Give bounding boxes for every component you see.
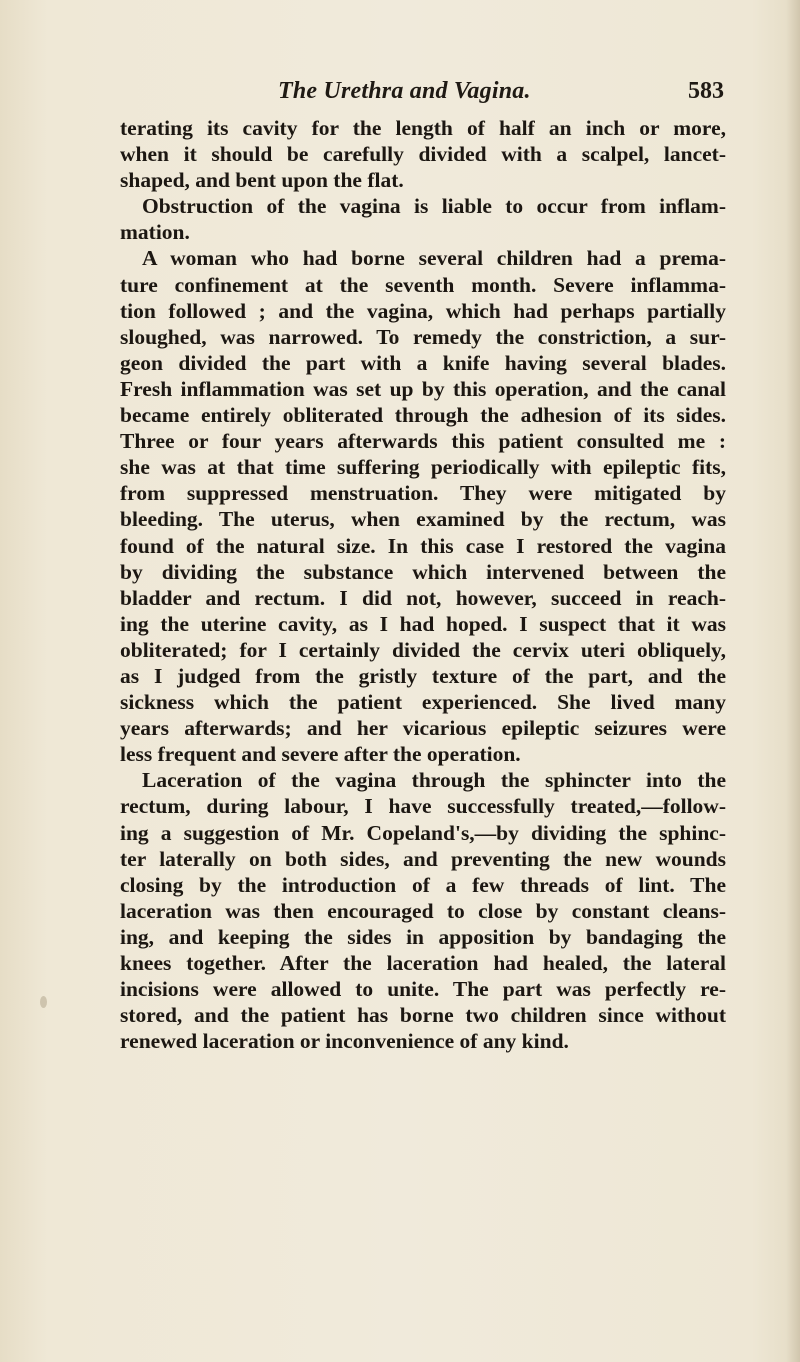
text-line: as I judged from the gristly texture of the part, and the xyxy=(120,663,726,688)
text-line: Laceration of the vagina through the sphincter into the xyxy=(142,768,726,793)
text-line: sloughed, was narrowed. To remedy the constriction, a sur- xyxy=(120,324,726,349)
text-line: renewed laceration or inconvenience of any kind. xyxy=(120,1029,569,1054)
text-line: closing by the introduction of a few threads of lint. The xyxy=(120,872,726,897)
text-line: ing the uterine cavity, as I had hoped. I suspect that it was xyxy=(120,611,726,636)
text-line: bleeding. The uterus, when examined by the rectum, was xyxy=(120,507,726,532)
text-line: became entirely obliterated through the adhesion of its sides. xyxy=(120,403,726,428)
page-edge-shadow xyxy=(786,0,800,1362)
text-line: sickness which the patient experienced. She lived many xyxy=(120,690,726,715)
text-line: ture confinement at the seventh month. Severe inflamma- xyxy=(120,272,726,297)
body-text xyxy=(120,115,726,1054)
text-line: found of the natural size. In this case I restored the vagina xyxy=(120,533,726,558)
running-title: The Urethra and Vagina. xyxy=(278,78,531,104)
paper-blemish xyxy=(40,996,47,1008)
text-line: A woman who had borne several children had a prema- xyxy=(142,246,726,271)
text-line: by dividing the substance which intervened between the xyxy=(120,559,726,584)
text-line: tion followed ; and the vagina, which had perhaps partially xyxy=(120,298,726,323)
text-line: shaped, and bent upon the flat. xyxy=(120,168,404,193)
text-line: Obstruction of the vagina is liable to occur from inflam- xyxy=(142,194,726,219)
running-header xyxy=(122,78,724,108)
text-line: laceration was then encouraged to close by constant cleans- xyxy=(120,898,726,923)
text-line: less frequent and severe after the operation. xyxy=(120,742,521,767)
text-line: rectum, during labour, I have successfully treated,—follow- xyxy=(120,794,726,819)
text-line: ter laterally on both sides, and preventing the new wounds xyxy=(120,846,726,871)
text-line: when it should be carefully divided with a scalpel, lancet- xyxy=(120,142,726,167)
text-line: from suppressed menstruation. They were mitigated by xyxy=(120,481,726,506)
text-line: ing, and keeping the sides in apposition by bandaging the xyxy=(120,924,726,949)
text-line: knees together. After the laceration had healed, the lateral xyxy=(120,951,726,975)
text-line: Three or four years afterwards this patient consulted me : xyxy=(120,429,726,454)
text-line: bladder and rectum. I did not, however, succeed in reach- xyxy=(120,585,726,610)
text-line: geon divided the part with a knife having several blades. xyxy=(120,350,726,375)
text-line: ing a suggestion of Mr. Copeland's,—by dividing the sphinc- xyxy=(120,820,726,845)
text-line: obliterated; for I certainly divided the cervix uteri obliquely, xyxy=(120,637,726,662)
text-line: years afterwards; and her vicarious epileptic seizures were xyxy=(120,716,726,741)
text-line: incisions were allowed to unite. The part was perfectly re- xyxy=(120,977,726,1002)
page-number: 583 xyxy=(688,78,724,104)
text-line: Fresh inflammation was set up by this operation, and the canal xyxy=(120,376,726,401)
text-line: stored, and the patient has borne two children since without xyxy=(120,1003,726,1028)
text-line: she was at that time suffering periodically with epileptic fits, xyxy=(120,455,726,480)
text-line: terating its cavity for the length of half an inch or more, xyxy=(120,116,726,140)
text-line: mation. xyxy=(120,220,190,245)
